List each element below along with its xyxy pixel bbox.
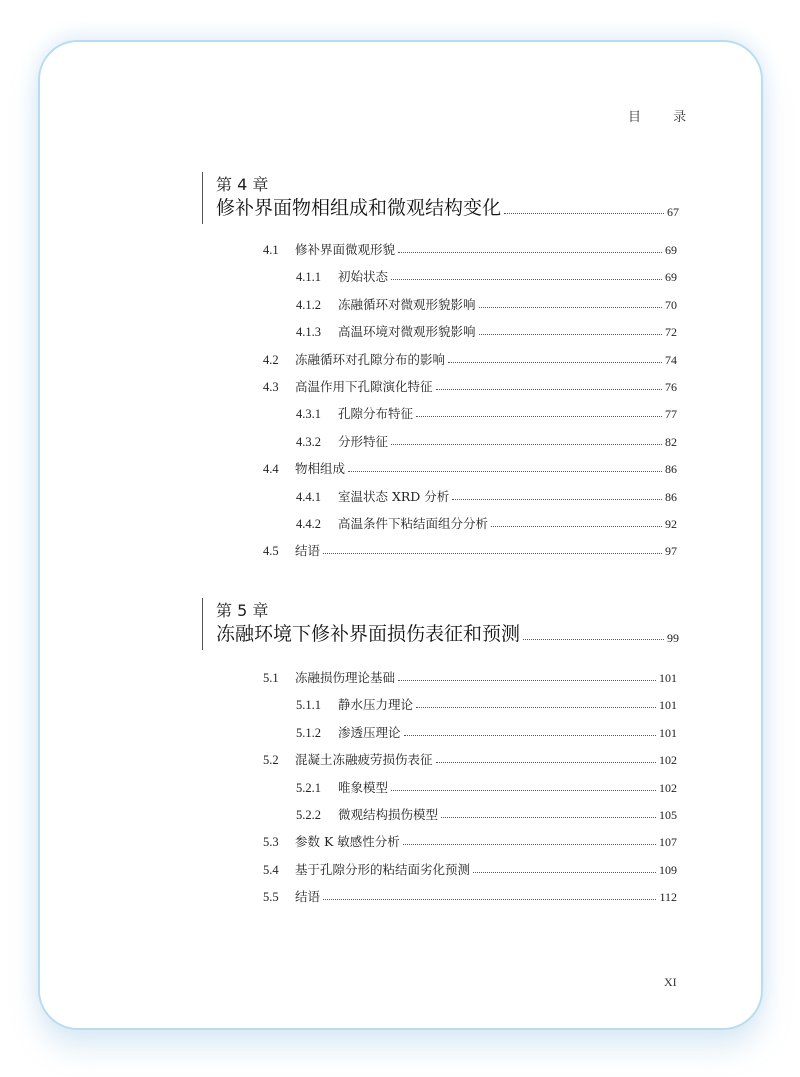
- dot-leader: [491, 525, 662, 527]
- toc-entry[interactable]: [263, 375, 677, 395]
- running-head: 目 录: [628, 110, 701, 125]
- section-number: 4.1.2: [296, 297, 321, 312]
- chapter-rule: [202, 172, 203, 224]
- toc-entry[interactable]: [296, 721, 677, 741]
- dot-leader: [441, 816, 656, 818]
- section-number: 4.1.3: [296, 325, 321, 340]
- section-title: 基于孔隙分形的粘结面劣化预测: [295, 861, 471, 877]
- section-title: 分形特征: [338, 433, 389, 449]
- chapter-title-line: [216, 622, 679, 646]
- dot-leader: [404, 734, 656, 736]
- toc-entry[interactable]: [296, 320, 677, 340]
- toc-entry[interactable]: [263, 666, 677, 686]
- section-title: 室温状态 XRD 分析: [338, 488, 450, 504]
- toc-entry[interactable]: [296, 293, 677, 313]
- toc-entry[interactable]: [296, 776, 677, 796]
- section-title: 孔隙分布特征: [338, 406, 414, 422]
- toc-entry[interactable]: [296, 430, 677, 450]
- dot-leader: [436, 388, 662, 390]
- page-number: 72: [665, 325, 677, 340]
- section-number: 5.2: [263, 753, 279, 768]
- chapter-label: 第 4 章: [216, 175, 269, 194]
- section-title: 结语: [295, 889, 321, 905]
- section-title: 参数 K 敏感性分析: [295, 834, 400, 850]
- page-number: 99: [667, 631, 679, 645]
- section-title: 冻融循环对微观形貌影响: [338, 296, 476, 312]
- section-number: 5.5: [263, 890, 279, 905]
- page-number: 92: [665, 517, 677, 531]
- dot-leader: [504, 212, 664, 214]
- dot-leader: [473, 871, 656, 873]
- page-number: 101: [659, 671, 677, 685]
- page-number: 86: [665, 489, 677, 504]
- section-title: 冻融循环对孔隙分布的影响: [295, 351, 446, 367]
- chapter-title: 冻融环境下修补界面损伤表征和预测: [216, 623, 521, 645]
- toc-entry[interactable]: [263, 348, 677, 368]
- page-number: 76: [665, 380, 677, 394]
- section-number: 4.5: [263, 544, 279, 559]
- dot-leader: [323, 898, 656, 900]
- section-title: 物相组成: [295, 461, 346, 477]
- dot-leader: [403, 843, 656, 845]
- section-number: 5.1.1: [296, 698, 321, 713]
- toc-entry[interactable]: [263, 539, 677, 559]
- toc-entry[interactable]: [263, 885, 677, 905]
- toc-entry[interactable]: [296, 803, 677, 823]
- dot-leader: [479, 333, 662, 335]
- dot-leader: [448, 361, 662, 363]
- section-title: 混凝土冻融疲劳损伤表征: [295, 752, 433, 768]
- section-number: 4.3: [263, 380, 279, 394]
- section-title: 冻融损伤理论基础: [295, 670, 396, 685]
- page-number: 102: [659, 780, 677, 795]
- dot-leader: [416, 706, 656, 708]
- page-number: 105: [659, 808, 677, 822]
- toc-entry[interactable]: [263, 858, 677, 878]
- dot-leader: [479, 306, 662, 308]
- dot-leader: [323, 552, 662, 554]
- page-number: 86: [665, 462, 677, 477]
- dot-leader: [391, 443, 662, 445]
- toc-entry[interactable]: [296, 402, 677, 422]
- page-frame: [38, 40, 763, 1030]
- section-number: 4.1.1: [296, 270, 321, 285]
- chapter-title: 修补界面物相组成和微观结构变化: [216, 197, 502, 219]
- page-number: 102: [659, 753, 677, 768]
- page-number: 77: [665, 407, 677, 422]
- page-number: 82: [665, 434, 677, 449]
- chapter-title-line: [216, 196, 679, 220]
- section-number: 5.2.2: [296, 808, 321, 822]
- section-number: 4.4.1: [296, 489, 321, 504]
- section-number: 4.2: [263, 352, 279, 367]
- toc-entry[interactable]: [263, 748, 677, 768]
- chapter-label: 第 5 章: [216, 601, 269, 620]
- page-number: 70: [665, 297, 677, 312]
- dot-leader: [436, 761, 656, 763]
- section-title: 静水压力理论: [338, 697, 414, 713]
- section-title: 唯象模型: [338, 779, 389, 795]
- section-title: 高温条件下粘结面组分分析: [338, 516, 489, 531]
- dot-leader: [416, 415, 662, 417]
- toc-entry[interactable]: [263, 457, 677, 477]
- dot-leader: [391, 278, 662, 280]
- section-number: 4.4: [263, 462, 279, 477]
- toc-entry[interactable]: [263, 830, 677, 850]
- dot-leader: [523, 638, 664, 640]
- section-number: 4.1: [263, 243, 279, 257]
- toc-entry[interactable]: [296, 512, 677, 532]
- section-title: 修补界面微观形貌: [295, 242, 396, 257]
- section-number: 4.3.1: [296, 407, 321, 422]
- chapter-rule: [202, 598, 203, 650]
- section-title: 微观结构损伤模型: [338, 807, 439, 822]
- section-title: 高温作用下孔隙演化特征: [295, 379, 433, 394]
- page-number: 69: [665, 270, 677, 285]
- section-number: 4.4.2: [296, 517, 321, 531]
- page-number: 97: [665, 544, 677, 559]
- section-number: 5.4: [263, 862, 279, 877]
- dot-leader: [398, 251, 662, 253]
- page-number: 67: [667, 205, 679, 219]
- page-number: 69: [665, 243, 677, 257]
- section-title: 高温环境对微观形貌影响: [338, 324, 476, 340]
- dot-leader: [348, 470, 662, 472]
- page-folio: XI: [664, 975, 677, 989]
- section-title: 结语: [295, 543, 321, 559]
- page-number: 101: [659, 698, 677, 713]
- toc-entry[interactable]: [296, 693, 677, 713]
- section-title: 初始状态: [338, 269, 389, 285]
- page-number: 109: [659, 862, 677, 877]
- dot-leader: [398, 679, 656, 681]
- section-title: 渗透压理论: [338, 724, 401, 740]
- section-number: 5.1: [263, 671, 279, 685]
- page-number: 107: [659, 835, 677, 850]
- dot-leader: [391, 789, 656, 791]
- section-number: 4.3.2: [296, 434, 321, 449]
- page-number: 101: [659, 725, 677, 740]
- section-number: 5.2.1: [296, 780, 321, 795]
- toc-entry[interactable]: [296, 265, 677, 285]
- section-number: 5.3: [263, 835, 279, 850]
- dot-leader: [452, 498, 662, 500]
- toc-entry[interactable]: [296, 485, 677, 505]
- section-number: 5.1.2: [296, 725, 321, 740]
- page-number: 112: [659, 890, 677, 905]
- page-number: 74: [665, 352, 677, 367]
- toc-entry[interactable]: [263, 238, 677, 258]
